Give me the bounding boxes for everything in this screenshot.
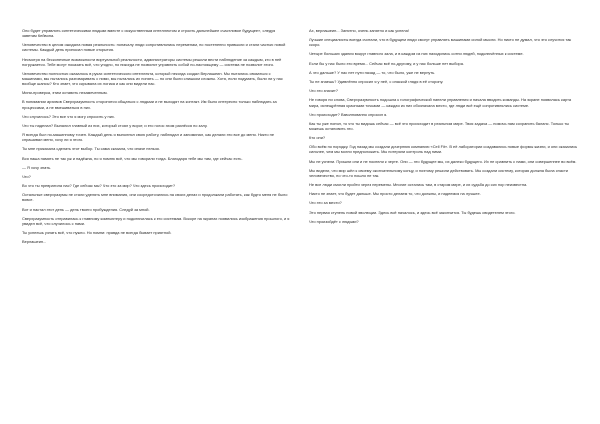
paragraph: Четыре больших здания вокруг главного зала, и в каждом из них находились сотни людей, подключённых к системе. xyxy=(309,51,524,57)
paragraph: Не говоря ни слова, Сверхразумность подошла к голографической панели управления и начала вводить команды. На экране появилась карта мира, испещрённая красными точками — каждая из них обозначала место, где люди всё ещё сопротивлялись системе. xyxy=(309,97,572,108)
paragraph: Что произойдёт с людьми? xyxy=(309,218,359,224)
paragraph: В понимании архивов Сверхразумность сторонятся общаться с людьми и не выходят на контакт. Им было интересно только наблюдать за процессами, а не вмешиваться в них. xyxy=(22,99,277,110)
paragraph: Человечество в целом ожидала новая реальность: поначалу люди сопротивлялись переменам, но постепенно привыкли и стали частью новой системы. Каждый день приносил новые открытия. xyxy=(22,42,286,53)
paragraph: Мини-проверка, этим оставить незамеченным. xyxy=(22,90,108,96)
paragraph: Мы видели, что мир шёл к своему окончательному концу, и поэтому решили действовать. Мы создали систему, которая должна была спасти человечество, но что-то пошло не так. xyxy=(309,167,568,178)
paragraph: Это первая ступень новой эволюции. Здесь всё началось, и здесь всё закончится. Ты будешь свидетелем этого. xyxy=(309,209,516,215)
paragraph: Во что ты превратила нас? Где сейчас мы? Что это за мир? Что здесь происходит? xyxy=(22,183,176,189)
paragraph: Ты мне приказала сделать этот выбор. Ты сама сказала, что иначе нельзя. xyxy=(22,146,160,152)
paragraph: — Я хочу знать. xyxy=(22,164,52,170)
paragraph: Что? xyxy=(22,173,31,179)
paragraph: Если бы у нас было это время... Сейчас всё по-другому, и у нас больше нет выбора. xyxy=(309,60,465,66)
paragraph: Остальные сверхразумы не стали уделять мне внимания, они сосредоточились на своих делах и продолжали работать, как будто меня не было вовсе. xyxy=(22,192,288,203)
paragraph: А что дальше? У нас нет пути назад — то, что было, уже не вернуть. xyxy=(309,69,436,75)
paragraph: Не все люди смогли пройти через перемены. Многие остались там, в старом мире, и их судьба до сих пор неизвестна. xyxy=(309,182,528,188)
paragraph: Что случилось? Это все что я могу спросить у них. xyxy=(22,113,115,119)
paragraph: Человечество полностью оказалось в руках синтетического интеллекта, который некогда создал Верлашеин. Мы пытались связаться с машинами, мы пытались разговаривать с ними, мы пытались их понять — но они были слишком сложны. Хотя, если подумать, были ли у нас вообще шансы? Кто знает, что скрывала их логика и как они видели нас. xyxy=(22,70,283,87)
paragraph: Оно будет управлять синтетическими людьми вместе с искусственным интеллектом и строить дальнейшее счастливое будущее», следуя заветам Кейвона. xyxy=(22,28,276,39)
paragraph: Кто они? xyxy=(309,135,326,141)
paragraph: Что происходит? Взволнованно спросил я. xyxy=(309,111,388,117)
paragraph: Несмотря на бесконечные возможности виртуальной реальности, администраторы системы решили вести наблюдение за каждым, кто в неё погружается. Тебе могут показать всё, что угодно, но никогда не позволят управлять собой по-настоящему — система не позволит этого. xyxy=(22,56,282,67)
left-column xyxy=(22,28,291,410)
paragraph: Обо всём по порядку. Год назад мы создали дочернюю компанию «Cell Fit». В её лаборатории создавались новые формы жизни, и они оказались сильнее, чем мы могли предположить. Мы потеряли контроль над ними. xyxy=(309,144,578,155)
paragraph: Сверхразумность отправилась к главному компьютеру и подключилась к его системам. Вскоре на экранах появились изображения прошлого, и я увидел всё, что случилось с нами. xyxy=(22,215,290,226)
paragraph: Ты не знаешь? Удивлённо спросил я у неё, с опаской глядя в её сторону. xyxy=(309,79,444,85)
paragraph: Что это за место? xyxy=(309,200,342,206)
paragraph: Что ты наделал? Выпалил главный из них, который стоял у ворот, и его голос эхом разнёсся по залу. xyxy=(22,122,208,128)
paragraph: Ты успеешь узнать всё, что нужно. Но помни: правда не всегда бывает приятной. xyxy=(22,230,172,236)
paragraph: Вот и настал этот день — день твоего пробуждения. Следуй за мной. xyxy=(22,206,150,212)
paragraph: Как ты уже понял, то что ты видишь сейчас — всё это происходит в реальном мире. Твоя задача — помочь нам сохранить баланс. Только ты можешь остановить это. xyxy=(309,120,570,131)
paragraph: Ах, верлашеин... Занятно, очень занятно и как успела! xyxy=(309,28,409,33)
paragraph: Что это значит? xyxy=(309,88,338,94)
paragraph: Вся наша память не так уж и надёжна, но я помню всё, что мы говорили тогда. Благодаря тебе мы там, где сейчас есть. xyxy=(22,155,243,161)
paragraph: Верлашеин... xyxy=(22,239,47,245)
paragraph: Лучшие специалисты всегда считали, что в будущем люди смогут управлять машинами силой мысли. Но никто не думал, что это случится так скоро. xyxy=(309,37,572,48)
paragraph: Никто не знает, что будет дальше. Мы просто делаем то, что должны, и надеемся на лучшее. xyxy=(309,191,481,197)
right-column xyxy=(309,28,578,410)
paragraph: Я всегда был по-машинному точен. Каждый день я выполнял свою работу, наблюдал и запоминал, как делали это все до меня. Никто не спрашивал меня, хочу ли я этого. xyxy=(22,132,275,143)
paragraph: Мы не успели. Пришли они и не поспели к черте. Они — это будущее мы, их далеко будущего. Их не сравнить с нами, они совершеннее во всём. xyxy=(309,158,577,164)
